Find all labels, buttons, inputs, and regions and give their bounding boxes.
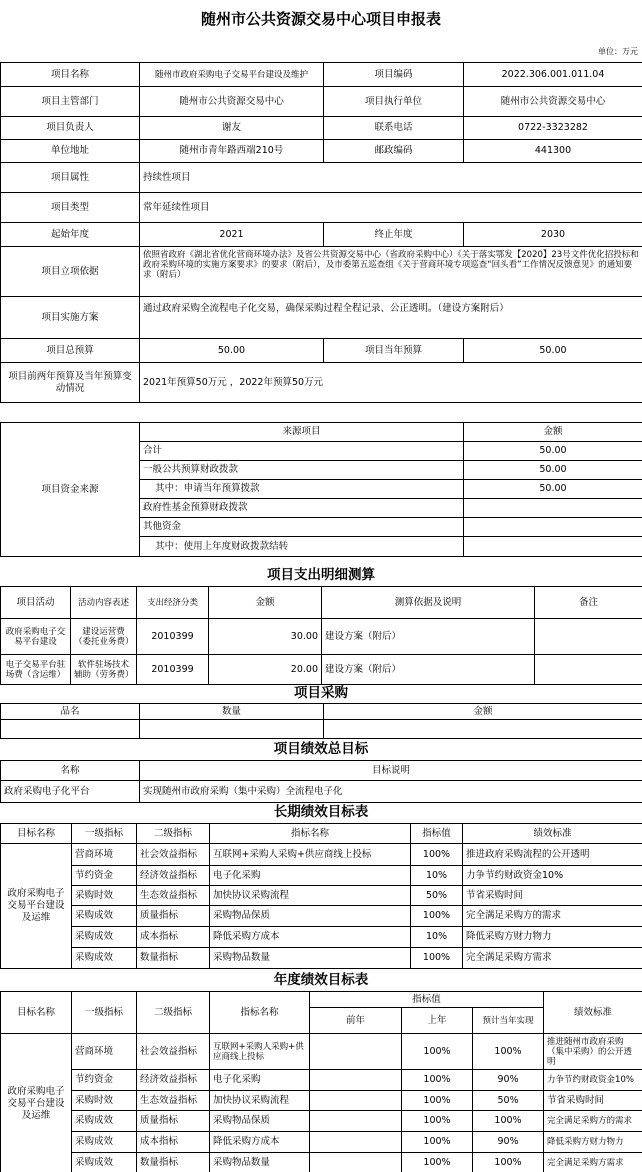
- table-row: [1, 906, 642, 927]
- funds-col-amount: 金额: [464, 423, 642, 442]
- table-row: [1, 655, 642, 685]
- table-row: [1, 1111, 642, 1132]
- expense-note: [535, 619, 642, 655]
- funds-source-table: [0, 422, 642, 557]
- annual-standard: 完全满足采购方的需求: [544, 1111, 642, 1132]
- annual-standard: 节省采购时间: [544, 1091, 642, 1111]
- phone-label: 联系电话: [324, 117, 464, 140]
- year-budget-label: 项目当年预算: [324, 339, 464, 363]
- longterm-value: 100%: [411, 948, 463, 969]
- dept-value: 随州市公共资源交易中心: [140, 87, 324, 117]
- expense-econ: 2010399: [137, 619, 209, 655]
- longterm-l1: 采购成效: [72, 927, 137, 948]
- basic-info-table: [0, 62, 642, 403]
- longterm-value: 50%: [411, 886, 463, 906]
- funds-row-name: 一般公共预算财政拨款: [140, 461, 464, 480]
- funds-col-source: 来源项目: [140, 423, 464, 442]
- longterm-header: 绩效标准: [463, 824, 642, 844]
- funds-row-amount: 50.00: [464, 461, 642, 480]
- total-budget-label: 项目总预算: [1, 339, 140, 363]
- annual-prev1: 100%: [402, 1034, 473, 1070]
- end-year-value: 2030: [464, 223, 642, 247]
- annual-l1: 营商环境: [72, 1034, 137, 1070]
- expense-table: [0, 586, 642, 685]
- annual-standard: 完全满足采购方需求: [544, 1153, 642, 1172]
- table-row: [1, 1132, 642, 1153]
- annual-current: 100%: [473, 1111, 544, 1132]
- annual-header: 绩效标准: [544, 992, 642, 1034]
- overall-name: 政府采购电子化平台: [1, 781, 140, 803]
- annual-prev1: 100%: [402, 1091, 473, 1111]
- table-row: [1, 1091, 642, 1111]
- longterm-table: [0, 823, 642, 969]
- start-year-label: 起始年度: [1, 223, 140, 247]
- longterm-section-title: 长期绩效目标表: [273, 804, 369, 820]
- expense-activity: 政府采购电子交易平台建设: [1, 619, 71, 655]
- purchase-table: [0, 703, 642, 739]
- annual-prev2: [310, 1070, 402, 1091]
- purchase-header: 金额: [324, 704, 642, 720]
- longterm-indicator: 采购物品保质: [210, 906, 411, 927]
- annual-indicator: 采购物品数量: [210, 1153, 310, 1172]
- annual-prev1: 100%: [402, 1070, 473, 1091]
- longterm-standard: 推进政府采购流程的公开透明: [463, 844, 642, 866]
- longterm-l2: 数量指标: [137, 948, 210, 969]
- table-row: [1, 886, 642, 906]
- funds-row-amount: [464, 499, 642, 518]
- purchase-header: 数量: [140, 704, 324, 720]
- annual-subheader: 预计当年实现: [473, 1008, 544, 1034]
- budget-change-label: 项目前两年预算及当年预算变动情况: [1, 363, 140, 403]
- annual-prev2: [310, 1132, 402, 1153]
- longterm-l2: 社会效益指标: [137, 844, 210, 866]
- longterm-standard: 降低采购方财力物力: [463, 927, 642, 948]
- end-year-label: 终止年度: [324, 223, 464, 247]
- plan-value: 通过政府采购全流程电子化交易，确保采购过程全程记录、公正透明。（建设方案附后）: [140, 297, 642, 339]
- longterm-target: 政府采购电子交易平台建设及运维: [1, 844, 72, 969]
- funds-row-amount: 50.00: [464, 480, 642, 499]
- address-label: 单位地址: [1, 140, 140, 163]
- longterm-l1: 节约资金: [72, 866, 137, 886]
- annual-prev1: 100%: [402, 1111, 473, 1132]
- expense-basis: 建设方案（附后）: [322, 655, 535, 685]
- overall-header: 名称: [1, 761, 140, 781]
- longterm-l1: 营商环境: [72, 844, 137, 866]
- annual-l2: 生态效益指标: [137, 1091, 210, 1111]
- longterm-standard: 节省采购时间: [463, 886, 642, 906]
- annual-header: 指标值: [310, 992, 544, 1008]
- longterm-header: 指标名称: [210, 824, 411, 844]
- annual-l1: 采购成效: [72, 1111, 137, 1132]
- annual-section-title: 年度绩效目标表: [273, 972, 369, 988]
- annual-header: 二级指标: [137, 992, 210, 1034]
- table-row: [1, 1034, 642, 1070]
- unit-label: 单位：万元: [598, 47, 638, 56]
- purchase-header: 品名: [1, 704, 140, 720]
- annual-header: 目标名称: [1, 992, 72, 1034]
- longterm-l1: 采购时效: [72, 886, 137, 906]
- table-row: [1, 1070, 642, 1091]
- annual-subheader: 上年: [402, 1008, 473, 1034]
- annual-indicator: 加快协议采购流程: [210, 1091, 310, 1111]
- document-title: 随州市公共资源交易中心项目申报表: [200, 10, 441, 28]
- project-name-label: 项目名称: [1, 63, 140, 87]
- zip-value: 441300: [464, 140, 642, 163]
- funds-row-amount: [464, 518, 642, 537]
- annual-l2: 经济效益指标: [137, 1070, 210, 1091]
- longterm-indicator: 采购物品数量: [210, 948, 411, 969]
- annual-current: 90%: [473, 1132, 544, 1153]
- funds-source-label: 项目资金来源: [1, 423, 140, 557]
- annual-header: 指标名称: [210, 992, 310, 1034]
- longterm-standard: 完全满足采购方的需求: [463, 906, 642, 927]
- longterm-header: 一级指标: [72, 824, 137, 844]
- annual-current: 90%: [473, 1070, 544, 1091]
- funds-row-name: 其中：使用上年度财政拨款结转: [140, 537, 464, 557]
- longterm-l1: 采购成效: [72, 948, 137, 969]
- table-row: [1, 927, 642, 948]
- annual-indicator: 降低采购方成本: [210, 1132, 310, 1153]
- longterm-value: 100%: [411, 906, 463, 927]
- longterm-indicator: 加快协议采购流程: [210, 886, 411, 906]
- funds-row-name: 政府性基金预算财政拨款: [140, 499, 464, 518]
- annual-l2: 社会效益指标: [137, 1034, 210, 1070]
- annual-indicator: 采购物品保质: [210, 1111, 310, 1132]
- table-row: [1, 619, 642, 655]
- zip-label: 邮政编码: [324, 140, 464, 163]
- budget-change-value: 2021年预算50万元 ，2022年预算50万元: [140, 363, 642, 403]
- annual-prev2: [310, 1111, 402, 1132]
- type-value: 常年延续性项目: [140, 193, 642, 223]
- overall-target-table: [0, 760, 642, 803]
- annual-l1: 节约资金: [72, 1070, 137, 1091]
- funds-row-name: 合计: [140, 442, 464, 461]
- expense-econ: 2010399: [137, 655, 209, 685]
- leader-label: 项目负责人: [1, 117, 140, 140]
- annual-l1: 采购成效: [72, 1132, 137, 1153]
- longterm-indicator: 降低采购方成本: [210, 927, 411, 948]
- exec-value: 随州市公共资源交易中心: [464, 87, 642, 117]
- annual-l1: 采购成效: [72, 1153, 137, 1172]
- annual-current: 100%: [473, 1034, 544, 1070]
- expense-header: 活动内容表述: [71, 587, 137, 619]
- dept-label: 项目主管部门: [1, 87, 140, 117]
- longterm-value: 100%: [411, 844, 463, 866]
- start-year-value: 2021: [140, 223, 324, 247]
- annual-l2: 质量指标: [137, 1111, 210, 1132]
- longterm-standard: 力争节约财政资金10%: [463, 866, 642, 886]
- longterm-l2: 成本指标: [137, 927, 210, 948]
- expense-content: 建设运营费（委托业务费）: [71, 619, 137, 655]
- leader-value: 谢友: [140, 117, 324, 140]
- longterm-indicator: 电子化采购: [210, 866, 411, 886]
- address-value: 随州市青年路西端210号: [140, 140, 324, 163]
- table-row: [1, 1153, 642, 1172]
- annual-l1: 采购时效: [72, 1091, 137, 1111]
- attr-value: 持续性项目: [140, 163, 642, 193]
- annual-prev2: [310, 1091, 402, 1111]
- table-row: [1, 948, 642, 969]
- annual-l2: 成本指标: [137, 1132, 210, 1153]
- expense-header: 测算依据及说明: [322, 587, 535, 619]
- expense-amount: 20.00: [209, 655, 322, 685]
- overall-header: 目标说明: [140, 761, 642, 781]
- funds-row-amount: [464, 537, 642, 557]
- overall-desc: 实现随州市政府采购（集中采购）全流程电子化: [140, 781, 642, 803]
- annual-table: [0, 991, 642, 1172]
- total-budget-value: 50.00: [140, 339, 324, 363]
- longterm-header: 指标值: [411, 824, 463, 844]
- expense-activity: 电子交易平台驻场费（含运维）: [1, 655, 71, 685]
- table-row: [1, 866, 642, 886]
- annual-prev1: 100%: [402, 1132, 473, 1153]
- annual-subheader: 前年: [310, 1008, 402, 1034]
- annual-prev2: [310, 1153, 402, 1172]
- annual-prev2: [310, 1034, 402, 1070]
- project-name-value: 随州市政府采购电子交易平台建设及维护: [140, 63, 324, 87]
- basis-label: 项目立项依据: [1, 247, 140, 297]
- longterm-value: 10%: [411, 866, 463, 886]
- expense-content: 软件驻场技术辅助（劳务费）: [71, 655, 137, 685]
- longterm-header: 目标名称: [1, 824, 72, 844]
- attr-label: 项目属性: [1, 163, 140, 193]
- plan-label: 项目实施方案: [1, 297, 140, 339]
- type-label: 项目类型: [1, 193, 140, 223]
- longterm-l2: 经济效益指标: [137, 866, 210, 886]
- expense-header: 项目活动: [1, 587, 71, 619]
- longterm-l2: 质量指标: [137, 906, 210, 927]
- expense-note: [535, 655, 642, 685]
- expense-header: 金额: [209, 587, 322, 619]
- longterm-value: 10%: [411, 927, 463, 948]
- basis-value: 依照省政府《湖北省优化营商环境办法》及省公共资源交易中心（省政府采购中心）《关于落实鄂发【2020】23号文件优化招投标和政府采购环境的实施方案要求》的要求（附后），及市委第五巡查组《关于营商环境专项巡查“回头看”工作情况反馈意见》的通知要求（附后）: [140, 247, 642, 297]
- longterm-header: 二级指标: [137, 824, 210, 844]
- exec-label: 项目执行单位: [324, 87, 464, 117]
- expense-section-title: 项目支出明细测算: [267, 567, 375, 583]
- overall-section-title: 项目绩效总目标: [273, 741, 369, 757]
- expense-amount: 30.00: [209, 619, 322, 655]
- longterm-l2: 生态效益指标: [137, 886, 210, 906]
- longterm-standard: 完全满足采购方需求: [463, 948, 642, 969]
- project-code-label: 项目编码: [324, 63, 464, 87]
- table-row: [1, 844, 642, 866]
- longterm-indicator: 互联网+采购人采购+供应商线上投标: [210, 844, 411, 866]
- annual-header: 一级指标: [72, 992, 137, 1034]
- year-budget-value: 50.00: [464, 339, 642, 363]
- annual-l2: 数量指标: [137, 1153, 210, 1172]
- annual-standard: 力争节约财政资金10%: [544, 1070, 642, 1091]
- funds-row-name: 其中：申请当年预算拨款: [140, 480, 464, 499]
- annual-standard: 降低采购方财力物力: [544, 1132, 642, 1153]
- expense-header: 支出经济分类: [137, 587, 209, 619]
- annual-current: 100%: [473, 1153, 544, 1172]
- expense-basis: 建设方案（附后）: [322, 619, 535, 655]
- annual-indicator: 互联网+采购人采购+供应商线上投标: [210, 1034, 310, 1070]
- annual-target: 政府采购电子交易平台建设及运维: [1, 1034, 72, 1172]
- annual-indicator: 电子化采购: [210, 1070, 310, 1091]
- funds-row-name: 其他资金: [140, 518, 464, 537]
- annual-standard: 推进随州市政府采购（集中采购）的公开透明: [544, 1034, 642, 1070]
- expense-header: 备注: [535, 587, 642, 619]
- annual-prev1: 100%: [402, 1153, 473, 1172]
- purchase-section-title: 项目采购: [294, 685, 348, 701]
- project-code-value: 2022.306.001.011.04: [464, 63, 642, 87]
- funds-row-amount: 50.00: [464, 442, 642, 461]
- annual-current: 50%: [473, 1091, 544, 1111]
- phone-value: 0722-3323282: [464, 117, 642, 140]
- longterm-l1: 采购成效: [72, 906, 137, 927]
